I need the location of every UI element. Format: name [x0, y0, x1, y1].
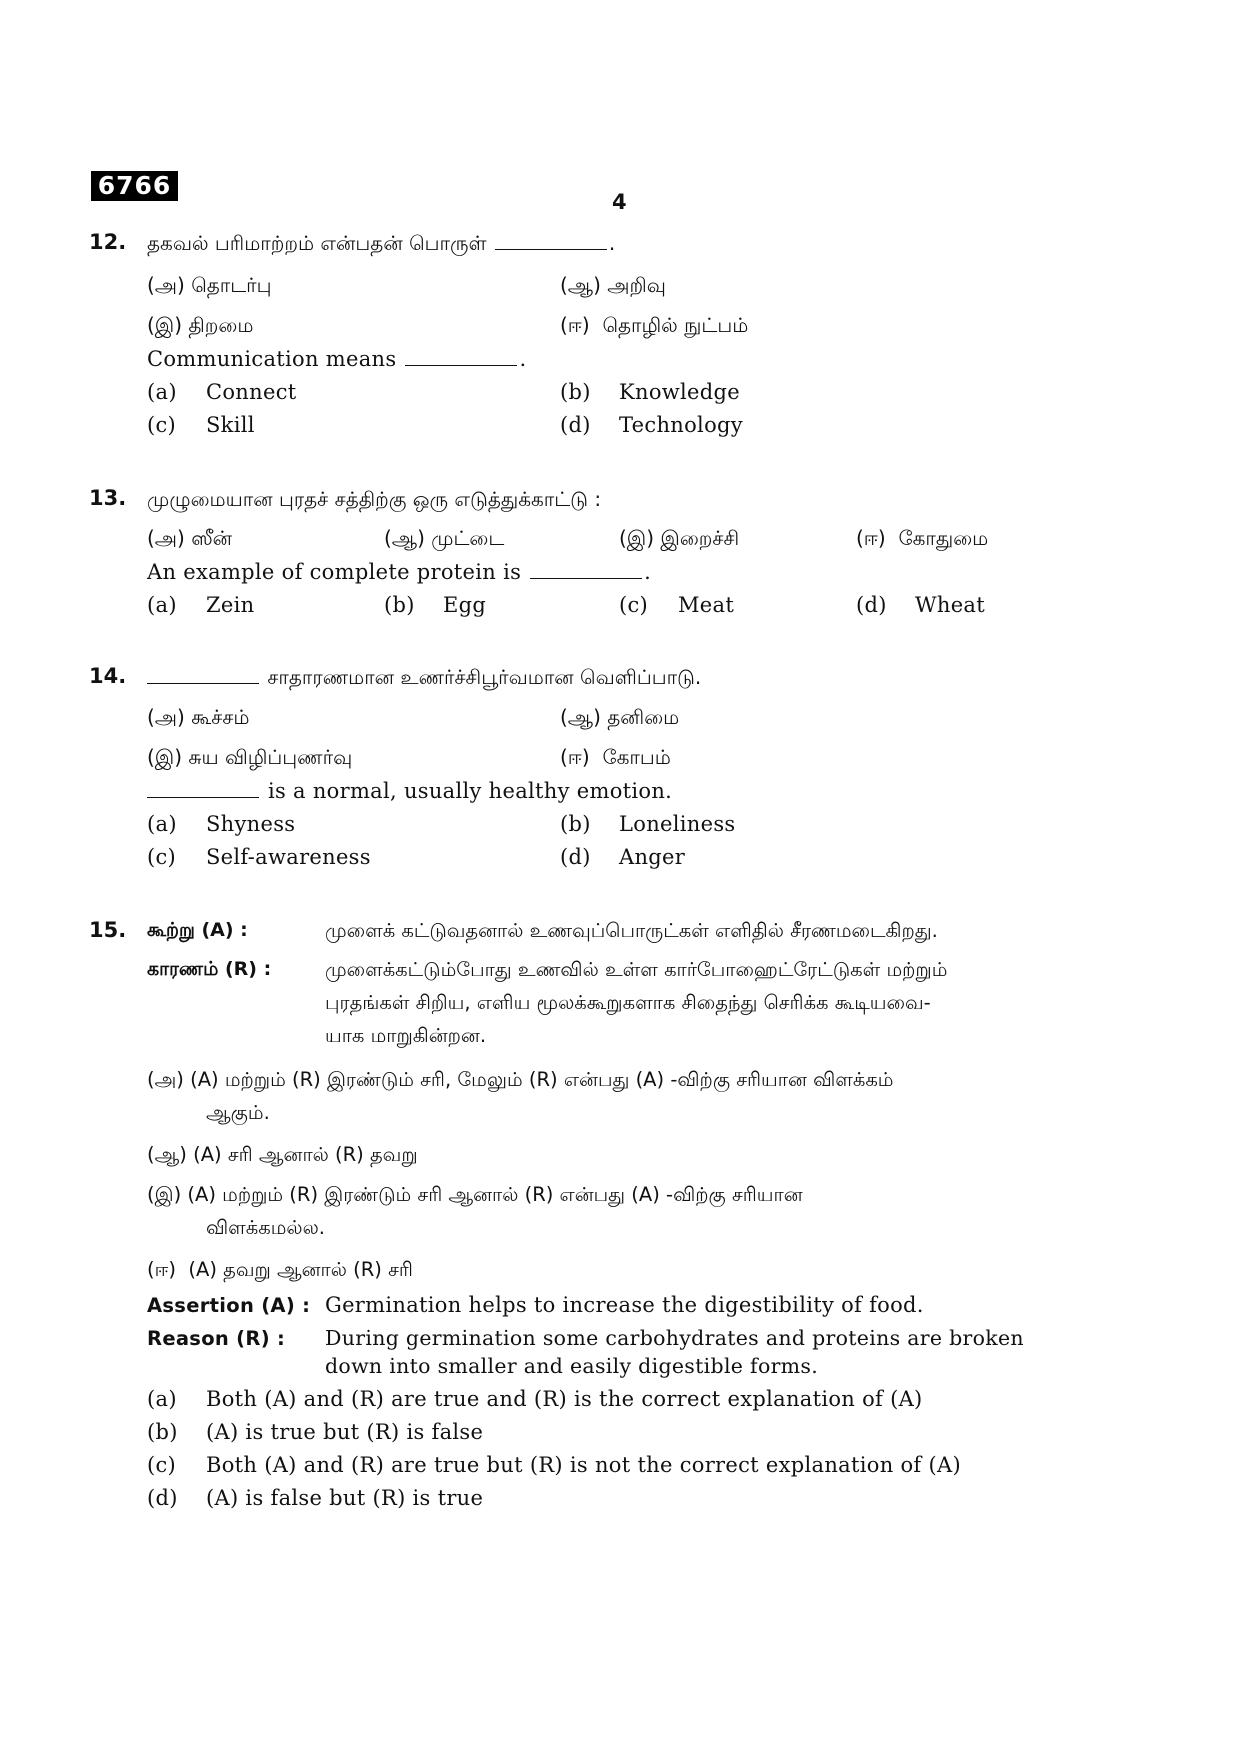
q14-english-option-c: (c) Self-awareness — [147, 845, 371, 869]
question-number-15: 15. — [89, 918, 127, 942]
q14-english-option-b: (b) Loneliness — [560, 812, 736, 836]
q15-tamil-reason-line-2: புரதங்கள் சிறிய, எளிய மூலக்கூறுகளாக சிதைந்து செரிக்க கூடியவை- — [325, 991, 931, 1014]
q13-tamil-option-b: (ஆ) முட்டை — [384, 526, 505, 550]
q13-tamil-option-a: (அ) ஸீன் — [147, 526, 233, 550]
q12-english-stem: Communication means . — [147, 347, 527, 371]
q13-english-option-d: (d) Wheat — [856, 593, 985, 617]
q12-tamil-option-a: (அ) தொடர்பு — [147, 273, 272, 297]
q15-tamil-option-a-cont: ஆகும். — [206, 1101, 270, 1124]
q15-tamil-reason-label: காரணம் (R) : — [147, 958, 272, 980]
q15-tamil-option-b: (ஆ) (A) சரி ஆனால் (R) தவறு — [147, 1143, 418, 1166]
q14-tamil-option-d: (ஈ) கோபம் — [560, 745, 671, 769]
q13-tamil-option-d: (ஈ) கோதுமை — [856, 526, 989, 550]
question-number-12: 12. — [89, 230, 127, 254]
q14-english-stem: is a normal, usually healthy emotion. — [147, 779, 672, 803]
q15-english-option-a: (a) Both (A) and (R) are true and (R) is the correct explanation of (A) — [147, 1387, 923, 1411]
q15-tamil-assertion: முளைக் கட்டுவதனால் உணவுப்பொருட்கள் எளிதில் சீரணமடைகிறது. — [325, 919, 938, 942]
q12-tamil-option-d: (ஈ) தொழில் நுட்பம் — [560, 313, 749, 337]
q14-english-option-d: (d) Anger — [560, 845, 686, 869]
q13-english-option-a: (a) Zein — [147, 593, 255, 617]
q12-tamil-option-b: (ஆ) அறிவு — [560, 273, 666, 297]
q13-tamil-option-c: (இ) இறைச்சி — [619, 526, 740, 550]
q12-english-option-b: (b) Knowledge — [560, 380, 740, 404]
q12-tamil-option-c: (இ) திறமை — [147, 313, 254, 337]
question-number-13: 13. — [89, 486, 127, 510]
q15-tamil-option-c: (இ) (A) மற்றும் (R) இரண்டும் சரி ஆனால் (R) என்பது (A) -விற்கு சரியான — [147, 1183, 803, 1206]
q15-english-option-d: (d) (A) is false but (R) is true — [147, 1486, 484, 1510]
q15-english-assertion-label: Assertion (A) : — [147, 1294, 311, 1317]
q15-english-reason-line-2: down into smaller and easily digestible forms. — [325, 1354, 819, 1378]
q14-tamil-option-a: (அ) கூச்சம் — [147, 705, 250, 729]
q12-english-option-d: (d) Technology — [560, 413, 743, 437]
paper-code-badge: 6766 — [91, 171, 178, 201]
q15-tamil-option-d: (ஈ) (A) தவறு ஆனால் (R) சரி — [147, 1258, 413, 1281]
q13-english-stem: An example of complete protein is . — [147, 560, 652, 584]
q14-tamil-option-c: (இ) சுய விழிப்புணர்வு — [147, 745, 353, 769]
q13-tamil-stem: முழுமையான புரதச் சத்திற்கு ஒரு எடுத்துக்காட்டு : — [147, 487, 602, 511]
q13-english-option-c: (c) Meat — [619, 593, 735, 617]
q14-english-option-a: (a) Shyness — [147, 812, 296, 836]
q15-tamil-reason-line-3: யாக மாறுகின்றன. — [325, 1024, 487, 1047]
q15-english-option-b: (b) (A) is true but (R) is false — [147, 1420, 484, 1444]
q13-english-option-b: (b) Egg — [384, 593, 487, 617]
q14-tamil-stem: சாதாரணமான உணர்ச்சிபூர்வமான வெளிப்பாடு. — [147, 665, 701, 692]
q12-english-option-a: (a) Connect — [147, 380, 297, 404]
q15-tamil-assertion-label: கூற்று (A) : — [147, 919, 248, 941]
q12-english-option-c: (c) Skill — [147, 413, 255, 437]
q15-tamil-option-c-cont: விளக்கமல்ல. — [206, 1216, 325, 1239]
q15-tamil-reason-line-1: முளைக்கட்டும்போது உணவில் உள்ள கார்போஹைட்ரேட்டுகள் மற்றும் — [325, 958, 948, 981]
page-number: 4 — [612, 190, 627, 214]
q14-tamil-option-b: (ஆ) தனிமை — [560, 705, 680, 729]
q15-english-assertion: Germination helps to increase the digestibility of food. — [325, 1293, 924, 1317]
q15-english-reason-label: Reason (R) : — [147, 1327, 286, 1350]
question-number-14: 14. — [89, 664, 127, 688]
q15-english-option-c: (c) Both (A) and (R) are true but (R) is not the correct explanation of (A) — [147, 1453, 961, 1477]
q15-english-reason-line-1: During germination some carbohydrates and proteins are broken — [325, 1326, 1024, 1350]
q12-tamil-stem: தகவல் பரிமாற்றம் என்பதன் பொருள் . — [147, 231, 616, 255]
q15-tamil-option-a: (அ) (A) மற்றும் (R) இரண்டும் சரி, மேலும் (R) என்பது (A) -விற்கு சரியான விளக்கம் — [147, 1068, 894, 1091]
